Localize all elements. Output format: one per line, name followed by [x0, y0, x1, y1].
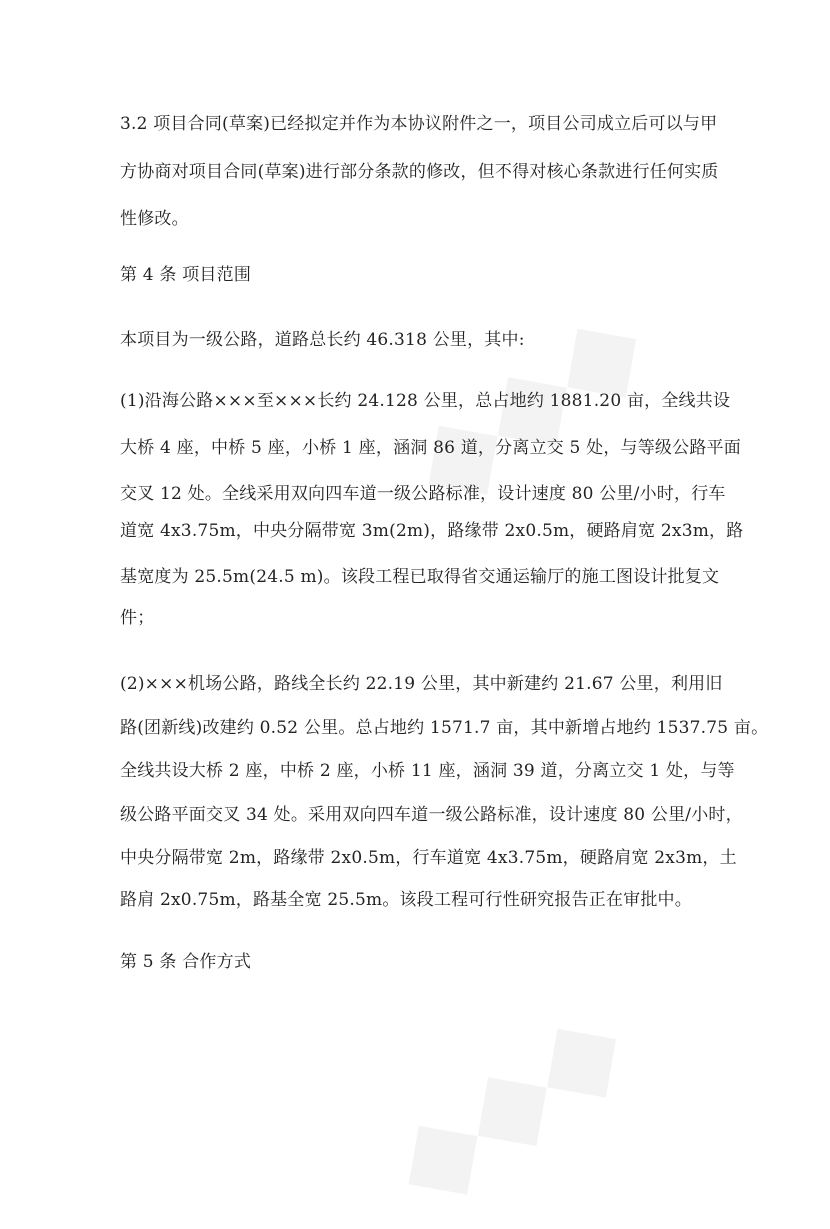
item-1-line: 件； [120, 608, 155, 628]
project-scope-intro: 本项目为一级公路，道路总长约 46.318 公里，其中: [120, 330, 525, 350]
article-5-heading: 第 5 条 合作方式 [120, 952, 252, 972]
item-1-line: 交叉 12 处。全线采用双向四车道一级公路标准，设计速度 80 公里/小时，行车 [120, 484, 726, 504]
item-1-line: 道宽 4x3.75m，中央分隔带宽 3m(2m)，路缘带 2x0.5m，硬路肩宽 2x3m，路 [120, 521, 744, 541]
item-1-line: 大桥 4 座，中桥 5 座，小桥 1 座，涵洞 86 道，分离立交 5 处，与等级公路平面 [120, 438, 741, 458]
article-4-heading: 第 4 条 项目范围 [120, 265, 252, 285]
paragraph-3-2-line: 性修改。 [120, 209, 189, 229]
item-1-line: 基宽度为 25.5m(24.5 m)。该段工程已取得省交通运输厅的施工图设计批复文 [120, 567, 720, 587]
watermark-mark [366, 979, 647, 1229]
item-1-line: (1)沿海公路×××至×××长约 24.128 公里，总占地约 1881.20 亩，全线共设 [120, 391, 731, 411]
item-2-line: 路肩 2x0.75m，路基全宽 25.5m。该段工程可行性研究报告正在审批中。 [120, 890, 692, 910]
item-2-line: 全线共设大桥 2 座，中桥 2 座，小桥 11 座，涵洞 39 道，分离立交 1 处，与等 [120, 761, 735, 781]
paragraph-3-2-line: 方协商对项目合同(草案)进行部分条款的修改，但不得对核心条款进行任何实质 [120, 162, 719, 182]
paragraph-3-2-line: 3.2 项目合同(草案)已经拟定并作为本协议附件之一，项目公司成立后可以与甲 [120, 114, 718, 134]
item-2-line: 级公路平面交叉 34 处。采用双向四车道一级公路标准，设计速度 80 公里/小时， [120, 805, 743, 825]
item-2-line: 路(团新线)改建约 0.52 公里。总占地约 1571.7 亩，其中新增占地约 1537.75 亩。 [120, 718, 769, 738]
item-2-line: 中央分隔带宽 2m，路缘带 2x0.5m，行车道宽 4x3.75m，硬路肩宽 2x3m，土 [120, 848, 737, 868]
item-2-line: (2)×××机场公路，路线全长约 22.19 公里，其中新建约 21.67 公里，利用旧 [120, 674, 723, 694]
